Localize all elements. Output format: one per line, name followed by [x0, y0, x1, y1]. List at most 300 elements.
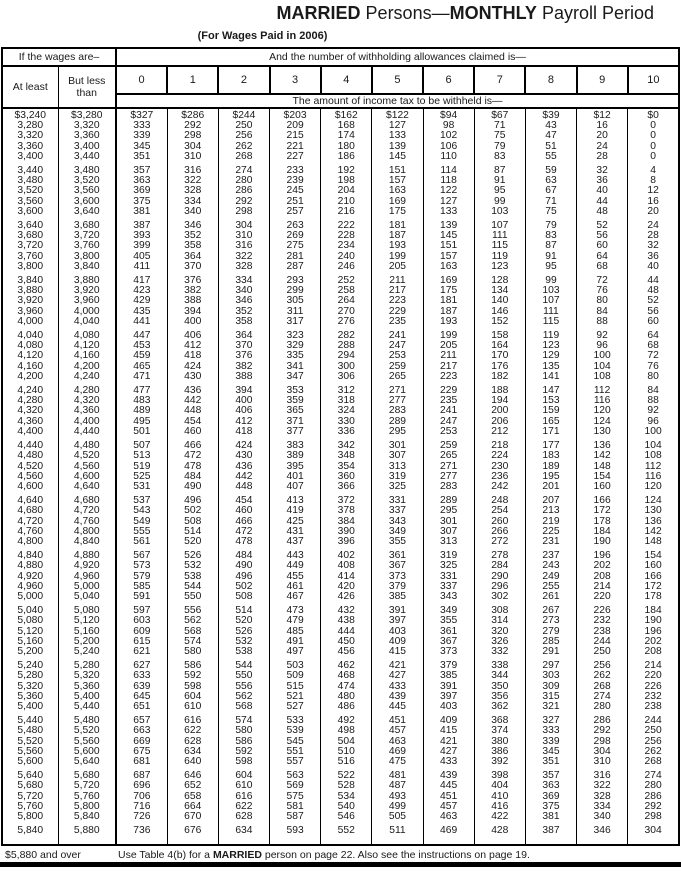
tax-amount: 283: [372, 406, 423, 416]
tax-amount: 208: [644, 645, 662, 657]
tax-amount: 340: [577, 812, 628, 822]
tax-amount: $327: [116, 108, 167, 121]
tax-amount: 622: [218, 802, 269, 812]
page-subtitle: (For Wages Paid in 2006): [197, 30, 328, 42]
tax-amount: 628: [167, 737, 218, 747]
wage-but-less-than: 5,280: [58, 657, 116, 671]
tax-amount: 348: [321, 451, 372, 461]
tax-amount: 495: [116, 417, 167, 427]
tax-amount: 268: [218, 152, 269, 162]
wage-at-least: 3,760: [2, 252, 58, 262]
tax-amount: 102: [423, 131, 474, 141]
tax-amount: 513: [116, 451, 167, 461]
tax-amount: 285: [525, 637, 576, 647]
tax-amount: 188: [474, 382, 525, 396]
wage-at-least: 4,560: [2, 472, 58, 482]
tax-amount: 403: [372, 627, 423, 637]
wage-at-least: 4,680: [2, 506, 58, 516]
tax-amount: 456: [321, 647, 372, 657]
tax-amount: 4: [650, 165, 656, 177]
tax-amount: 172: [644, 580, 662, 592]
tax-amount: 239: [270, 176, 321, 186]
tax-amount: 122: [423, 186, 474, 196]
tax-amount: 390: [321, 527, 372, 537]
amount-withheld-label: The amount of income tax to be withheld is—: [116, 94, 679, 108]
tax-amount: 598: [218, 757, 269, 767]
tax-amount: 271: [423, 462, 474, 472]
tax-amount: 509: [270, 671, 321, 681]
tax-amount: 116: [644, 470, 662, 482]
wage-at-least: 4,600: [2, 482, 58, 492]
wage-at-least: 3,960: [2, 307, 58, 317]
tax-amount: 175: [423, 286, 474, 296]
wage-at-least: 3,680: [2, 231, 58, 241]
tax-amount: 116: [577, 396, 628, 406]
wage-but-less-than: 5,640: [58, 757, 116, 767]
wage-but-less-than: 5,360: [58, 682, 116, 692]
tax-amount: 370: [218, 341, 269, 351]
wage-at-least: 3,720: [2, 241, 58, 251]
tax-amount: 490: [218, 561, 269, 571]
tax-amount: 516: [321, 757, 372, 767]
wage-but-less-than: 5,240: [58, 647, 116, 657]
tax-amount: 412: [218, 417, 269, 427]
tax-amount: 457: [372, 726, 423, 736]
wage-but-less-than: 5,520: [58, 726, 116, 736]
tax-amount: 380: [474, 737, 525, 747]
tax-amount: 60: [647, 315, 659, 327]
tax-amount: 71: [474, 121, 525, 131]
page-title: [0, 3, 654, 24]
tax-amount: 575: [270, 792, 321, 802]
tax-amount: 322: [218, 252, 269, 262]
tax-amount: 473: [270, 602, 321, 616]
tax-amount: 218: [474, 437, 525, 451]
tax-amount: 169: [423, 272, 474, 286]
tax-amount: 270: [321, 307, 372, 317]
tax-amount: 368: [474, 712, 525, 726]
tax-amount: 490: [167, 482, 218, 492]
tax-amount: 244: [644, 715, 662, 727]
wage-at-least: 5,760: [2, 802, 58, 812]
wage-at-least: 5,840: [2, 822, 58, 845]
tax-amount: 319: [423, 547, 474, 561]
tax-amount: 385: [372, 592, 423, 602]
wage-at-least: 3,880: [2, 286, 58, 296]
tax-amount: 48: [647, 285, 659, 297]
tax-amount: 555: [116, 527, 167, 537]
tax-amount: 391: [372, 602, 423, 616]
tax-amount: 311: [270, 307, 321, 317]
wage-at-least: 5,040: [2, 602, 58, 616]
wage-at-least: 5,680: [2, 781, 58, 791]
tax-amount: 487: [372, 781, 423, 791]
wage-at-least: 3,440: [2, 162, 58, 176]
wage-but-less-than: 4,040: [58, 317, 116, 327]
tax-amount: 510: [321, 747, 372, 757]
tax-amount: 324: [321, 406, 372, 416]
wage-at-least: 5,520: [2, 737, 58, 747]
tax-amount: 349: [372, 527, 423, 537]
but-less-than-header: But less than: [58, 66, 116, 108]
allowance-column-header: 7: [474, 66, 525, 94]
tax-amount: 503: [270, 657, 321, 671]
tax-amount: 280: [644, 780, 662, 792]
tax-amount: 544: [167, 582, 218, 592]
tax-amount: 111: [525, 307, 576, 317]
tax-amount: 51: [525, 142, 576, 152]
wage-at-least: 3,800: [2, 262, 58, 272]
tax-amount: 323: [270, 327, 321, 341]
table-row: [2, 272, 679, 286]
tax-amount: 399: [116, 241, 167, 251]
tax-amount: 139: [372, 142, 423, 152]
withholding-table: [1, 47, 680, 846]
tax-amount: 474: [321, 682, 372, 692]
tax-amount: 355: [372, 537, 423, 547]
tax-amount: 377: [270, 427, 321, 437]
tax-amount: 472: [218, 527, 269, 537]
table-row: [2, 162, 679, 176]
tax-amount: 609: [116, 627, 167, 637]
tax-amount: 310: [218, 231, 269, 241]
tax-amount: 142: [644, 525, 662, 537]
tax-amount: 478: [167, 462, 218, 472]
tax-amount: 477: [116, 382, 167, 396]
tax-amount: 521: [270, 692, 321, 702]
tax-amount: 453: [116, 341, 167, 351]
tax-amount: 210: [321, 197, 372, 207]
tax-amount: 127: [423, 197, 474, 207]
allowance-column-header: 9: [577, 66, 628, 94]
tax-amount: 445: [423, 781, 474, 791]
tax-amount: 292: [218, 197, 269, 207]
tax-amount: 499: [372, 802, 423, 812]
tax-amount: 298: [644, 811, 662, 822]
tax-amount: 302: [474, 592, 525, 602]
tax-amount: 99: [525, 272, 576, 286]
tax-amount: 376: [218, 351, 269, 361]
tax-amount: 327: [525, 712, 576, 726]
tax-amount: 198: [321, 176, 372, 186]
tax-amount: 550: [167, 592, 218, 602]
tax-amount: 110: [423, 152, 474, 162]
tax-amount: 104: [644, 440, 662, 452]
wage-but-less-than: 4,680: [58, 492, 116, 506]
wage-at-least: 3,400: [2, 152, 58, 162]
wage-but-less-than: 4,000: [58, 307, 116, 317]
tax-amount: 217: [372, 286, 423, 296]
tax-amount: 305: [270, 296, 321, 306]
tax-amount: 146: [474, 307, 525, 317]
tax-amount: 246: [321, 262, 372, 272]
tax-amount: 489: [116, 406, 167, 416]
wage-but-less-than: 4,600: [58, 472, 116, 482]
tax-amount: 36: [577, 176, 628, 186]
tax-amount: 265: [423, 451, 474, 461]
tax-amount: 181: [372, 217, 423, 231]
tax-amount: 337: [423, 582, 474, 592]
tax-amount: 76: [577, 286, 628, 296]
tax-amount: 265: [372, 372, 423, 382]
table-row: [2, 437, 679, 451]
wage-but-less-than: 5,160: [58, 627, 116, 637]
tax-amount: 381: [525, 812, 576, 822]
tax-amount: 128: [474, 272, 525, 286]
tax-amount: 259: [423, 437, 474, 451]
tax-amount: 461: [270, 582, 321, 592]
wage-but-less-than: 4,080: [58, 327, 116, 341]
tax-amount: 300: [321, 362, 372, 372]
tax-amount: 226: [644, 680, 662, 692]
tax-amount: 592: [218, 747, 269, 757]
tax-amount: 382: [167, 286, 218, 296]
wage-at-least: 4,640: [2, 492, 58, 506]
tax-amount: 299: [270, 286, 321, 296]
tax-amount: 422: [474, 812, 525, 822]
tax-amount: $67: [474, 108, 525, 121]
wage-at-least: 3,840: [2, 272, 58, 286]
tax-amount: 216: [321, 207, 372, 217]
tax-amount: 208: [577, 572, 628, 582]
tax-amount: 0: [650, 120, 656, 132]
tax-amount: 274: [577, 692, 628, 702]
tax-amount: 394: [167, 307, 218, 317]
tax-amount: 657: [116, 712, 167, 726]
tax-amount: 289: [372, 417, 423, 427]
tax-amount: 363: [525, 781, 576, 791]
wage-but-less-than: 3,440: [58, 152, 116, 162]
tax-amount: 184: [577, 527, 628, 537]
tax-amount: 597: [116, 602, 167, 616]
tax-amount: 508: [167, 517, 218, 527]
wage-at-least: 5,400: [2, 702, 58, 712]
tax-amount: 369: [116, 186, 167, 196]
tax-amount: 159: [525, 406, 576, 416]
wage-at-least: 3,360: [2, 142, 58, 152]
tax-amount: 342: [321, 437, 372, 451]
tax-amount: 0: [650, 150, 656, 162]
tax-amount: 72: [577, 272, 628, 286]
tax-amount: 356: [474, 692, 525, 702]
wage-but-less-than: 4,840: [58, 537, 116, 547]
tax-amount: 438: [321, 616, 372, 626]
tax-amount: 157: [372, 176, 423, 186]
tax-amount: 546: [321, 812, 372, 822]
table-row: [2, 657, 679, 671]
tax-amount: 187: [372, 231, 423, 241]
tax-amount: 237: [525, 547, 576, 561]
tax-amount: 193: [372, 241, 423, 251]
tax-amount: 301: [372, 437, 423, 451]
tax-amount: 88: [577, 317, 628, 327]
tax-amount: 316: [577, 767, 628, 781]
table-row: [2, 372, 679, 382]
tax-amount: 410: [474, 792, 525, 802]
tax-amount: 716: [116, 802, 167, 812]
tax-amount: 103: [525, 286, 576, 296]
tax-amount: 258: [321, 286, 372, 296]
tax-amount: 44: [577, 197, 628, 207]
tax-amount: 361: [372, 547, 423, 561]
tax-amount: 471: [116, 372, 167, 382]
table-row: [2, 757, 679, 767]
tax-amount: 255: [525, 582, 576, 592]
tax-amount: $122: [372, 108, 423, 121]
tax-amount: 616: [167, 712, 218, 726]
tax-amount: 552: [321, 822, 372, 845]
wage-but-less-than: 5,120: [58, 616, 116, 626]
wage-at-least: 4,920: [2, 572, 58, 582]
tax-amount: 362: [474, 702, 525, 712]
allowance-column-header: 10: [628, 66, 679, 94]
table-row: [2, 702, 679, 712]
tax-amount: 591: [116, 592, 167, 602]
tax-amount: 134: [474, 286, 525, 296]
tax-amount: 315: [525, 692, 576, 702]
wage-but-less-than: 5,680: [58, 767, 116, 781]
tax-amount: 561: [116, 537, 167, 547]
tax-amount: 154: [577, 472, 628, 482]
tax-amount: 192: [321, 162, 372, 176]
tax-amount: 114: [423, 162, 474, 176]
tax-amount: 196: [644, 625, 662, 637]
tax-amount: 195: [525, 472, 576, 482]
tax-amount: 388: [218, 372, 269, 382]
tax-amount: 220: [644, 670, 662, 682]
tax-amount: 444: [321, 627, 372, 637]
tax-amount: 439: [423, 767, 474, 781]
wage-but-less-than: 5,440: [58, 702, 116, 712]
tax-amount: 736: [116, 822, 167, 845]
footer-note-text-1: Use Table 4(b) for a: [118, 849, 213, 861]
tax-amount: 400: [218, 396, 269, 406]
tax-amount: 333: [525, 726, 576, 736]
tax-amount: 139: [423, 217, 474, 231]
tax-amount: 345: [525, 747, 576, 757]
tax-amount: 580: [218, 726, 269, 736]
tax-amount: 151: [423, 241, 474, 251]
tax-amount: 472: [167, 451, 218, 461]
tax-amount: 141: [525, 372, 576, 382]
wage-at-least: 4,000: [2, 317, 58, 327]
tax-amount: 40: [577, 186, 628, 196]
wage-at-least: 4,840: [2, 547, 58, 561]
tax-amount: 450: [321, 637, 372, 647]
tax-amount: 574: [218, 712, 269, 726]
tax-amount: 228: [321, 231, 372, 241]
tax-amount: 592: [167, 671, 218, 681]
tax-amount: 334: [218, 272, 269, 286]
tax-amount: 286: [644, 790, 662, 802]
wage-but-less-than: 5,840: [58, 812, 116, 822]
tax-amount: 416: [474, 802, 525, 812]
tax-amount: 310: [167, 152, 218, 162]
tax-amount: 493: [372, 792, 423, 802]
tax-amount: 539: [270, 726, 321, 736]
tax-amount: 68: [577, 262, 628, 272]
wage-at-least: 5,640: [2, 767, 58, 781]
tax-amount: 455: [270, 572, 321, 582]
tax-amount: 383: [270, 437, 321, 451]
tax-amount: 373: [372, 572, 423, 582]
tax-amount: 280: [577, 702, 628, 712]
wage-but-less-than: 5,480: [58, 712, 116, 726]
tax-amount: 92: [577, 327, 628, 341]
tax-amount: 384: [321, 517, 372, 527]
tax-amount: 379: [423, 657, 474, 671]
tax-amount: 567: [116, 547, 167, 561]
tax-amount: 194: [474, 396, 525, 406]
tax-amount: 418: [167, 351, 218, 361]
tax-amount: 112: [644, 460, 662, 472]
tax-amount: 454: [218, 492, 269, 506]
tax-amount: 98: [423, 121, 474, 131]
table-row: [2, 602, 679, 616]
tax-amount: 106: [423, 142, 474, 152]
tax-amount: 223: [423, 372, 474, 382]
tax-amount: 245: [270, 186, 321, 196]
tax-amount: 402: [321, 547, 372, 561]
tax-amount: 175: [372, 207, 423, 217]
tax-amount: 199: [372, 252, 423, 262]
tax-amount: 486: [321, 702, 372, 712]
allowance-column-header: 3: [270, 66, 321, 94]
wage-but-less-than: 5,040: [58, 592, 116, 602]
tax-amount: 160: [644, 560, 662, 572]
tax-amount: 409: [423, 712, 474, 726]
wage-but-less-than: 3,800: [58, 252, 116, 262]
tax-amount: 212: [474, 427, 525, 437]
wage-but-less-than: 3,720: [58, 231, 116, 241]
tax-amount: 298: [218, 207, 269, 217]
tax-amount: 20: [577, 131, 628, 141]
tax-amount: 209: [270, 121, 321, 131]
tax-amount: 351: [116, 152, 167, 162]
tax-amount: 425: [270, 517, 321, 527]
tax-amount: 304: [167, 142, 218, 152]
tax-amount: 616: [218, 792, 269, 802]
wage-at-least: 3,560: [2, 197, 58, 207]
tax-amount: 392: [474, 757, 525, 767]
tax-amount: 20: [647, 205, 659, 217]
tax-amount: 334: [167, 197, 218, 207]
tax-amount: 127: [372, 121, 423, 131]
tax-amount: 40: [647, 260, 659, 272]
tax-amount: 528: [321, 781, 372, 791]
tax-amount: 254: [474, 506, 525, 516]
tax-amount: 406: [167, 327, 218, 341]
wage-but-less-than: 5,400: [58, 692, 116, 702]
tax-amount: 79: [525, 217, 576, 231]
tax-amount: 330: [321, 417, 372, 427]
tax-amount: 339: [525, 737, 576, 747]
tax-amount: 389: [270, 451, 321, 461]
tax-amount: 252: [321, 272, 372, 286]
tax-amount: 355: [423, 616, 474, 626]
tax-amount: 364: [167, 252, 218, 262]
tax-amount: 431: [270, 527, 321, 537]
tax-amount: 393: [116, 231, 167, 241]
tax-amount: 397: [372, 616, 423, 626]
tax-amount: 603: [116, 616, 167, 626]
tax-amount: 172: [577, 506, 628, 516]
wage-at-least: 4,360: [2, 417, 58, 427]
tax-amount: 152: [474, 317, 525, 327]
allowance-column-header: 1: [167, 66, 218, 94]
tax-amount: 158: [474, 327, 525, 341]
tax-amount: 437: [270, 537, 321, 547]
